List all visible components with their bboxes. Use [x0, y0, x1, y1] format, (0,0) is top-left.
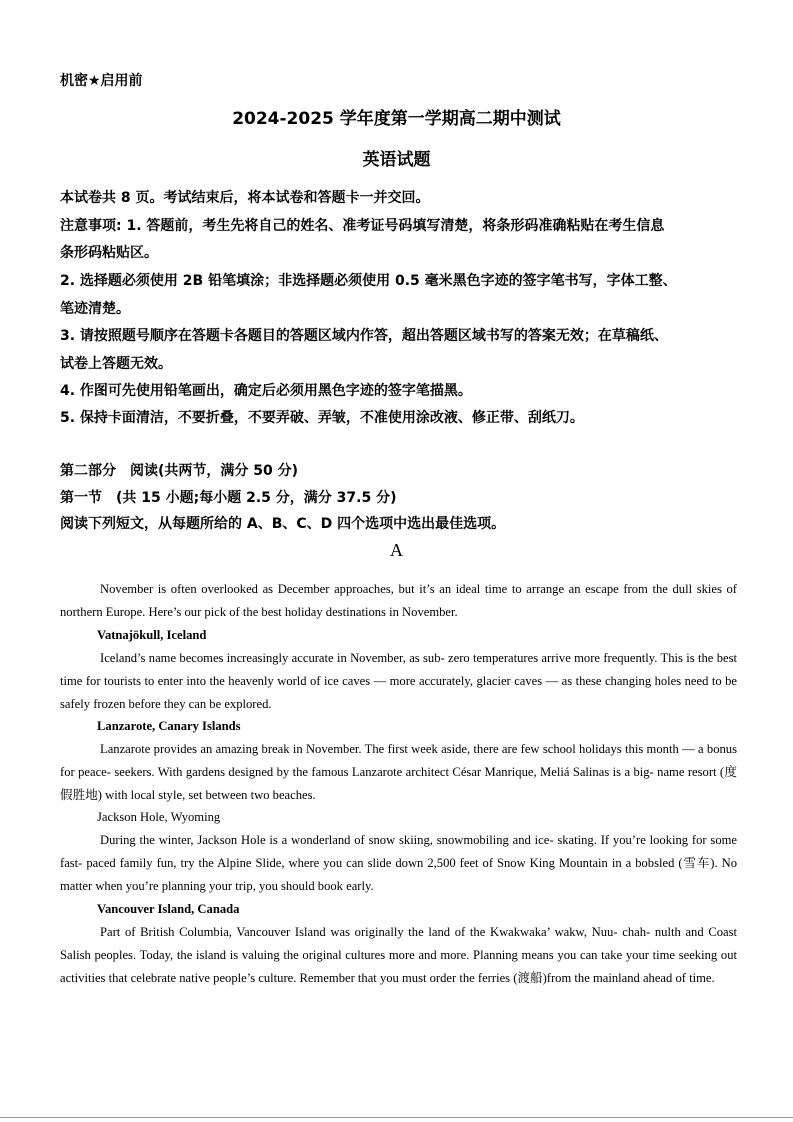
destination-heading-vancouver: Vancouver Island, Canada [97, 902, 240, 916]
notice-item1-line1: 注意事项: 1. 答题前，考生先将自己的姓名、准考证号码填写清楚，将条形码准确粘贴在考生信息 [60, 218, 665, 234]
destination-text-vancouver: Part of British Columbia, Vancouver Island was originally the land of the Kwakwaka’ wakw, Nuu- chah- nulth and Coast Salish peoples. Today, the island is valuing the original cultures more and more. Planning means you can take your time seeking out activities that celebrate native people’s culture. Remember that you must order the ferries (渡船)from the mainland ahead of time. [60, 925, 737, 985]
destination-heading-iceland: Vatnajökull, Iceland [97, 628, 207, 642]
subsection-title: 第一节 (共 15 小题;每小题 2.5 分，满分 37.5 分) [60, 490, 397, 506]
instruction: 阅读下列短文，从每题所给的 A、B、C、D 四个选项中选出最佳选项。 [60, 516, 506, 532]
destination-text-jackson-hole: During the winter, Jackson Hole is a wonderland of snow skiing, snowmobiling and ice- skating. If you’re looking for some fast- paced family fun, try the Alpine Slide, where you can slide down 2,500 feet of Snow King Mountain in a bobsled (雪车). No matter when you’re planning your trip, you should book early. [60, 833, 737, 893]
subject-title: 英语试题 [362, 150, 431, 170]
notice-intro: 本试卷共 8 页。考试结束后，将本试卷和答题卡一并交回。 [60, 190, 430, 206]
secret-label: 机密★启用前 [60, 73, 143, 89]
notice-item4: 4. 作图可先使用铅笔画出，确定后必须用黑色字迹的签字笔描黑。 [60, 383, 472, 399]
notice-item2-line2: 笔迹清楚。 [60, 301, 130, 317]
passage-intro: November is often overlooked as December approaches, but it’s an ideal time to arrange an escape from the dull skies of northern Europe. Here’s our pick of the best holiday destinations in November. [60, 582, 737, 619]
destination-heading-lanzarote: Lanzarote, Canary Islands [97, 719, 241, 733]
exam-title: 2024-2025 学年度第一学期高二期中测试 [232, 109, 561, 129]
notice-item3-line2: 试卷上答题无效。 [60, 356, 172, 372]
destination-text-lanzarote: Lanzarote provides an amazing break in November. The first week aside, there are few school holidays this month — a bonus for peace- seekers. With gardens designed by the famous Lanzarote architect César Manrique, Meliá Salinas is a big- name resort (度假胜地) with local style, set between two beaches. [60, 742, 737, 802]
notice-item5: 5. 保持卡面清洁，不要折叠，不要弄破、弄皱，不准使用涂改液、修正带、刮纸刀。 [60, 410, 584, 426]
passage-label: A [390, 540, 403, 560]
page-bottom-rule [0, 1117, 793, 1118]
notice-item2-line1: 2. 选择题必须使用 2B 铅笔填涂；非选择题必须使用 0.5 毫米黑色字迹的签字笔书写，字体工整、 [60, 273, 677, 289]
notice-item1-line2: 条形码粘贴区。 [60, 245, 158, 261]
notice-item3-line1: 3. 请按照题号顺序在答题卡各题目的答题区域内作答，超出答题区域书写的答案无效；在草稿纸、 [60, 328, 668, 344]
part-title: 第二部分 阅读(共两节，满分 50 分) [60, 463, 299, 479]
destination-text-iceland: Iceland’s name becomes increasingly accurate in November, as sub- zero temperatures arrive more frequently. This is the best time for tourists to enter into the heavenly world of ice caves — more accurately, glacier caves — as these changing holes need to be safely frozen before they can be explored. [60, 651, 737, 711]
destination-heading-jackson-hole: Jackson Hole, Wyoming [97, 810, 221, 824]
